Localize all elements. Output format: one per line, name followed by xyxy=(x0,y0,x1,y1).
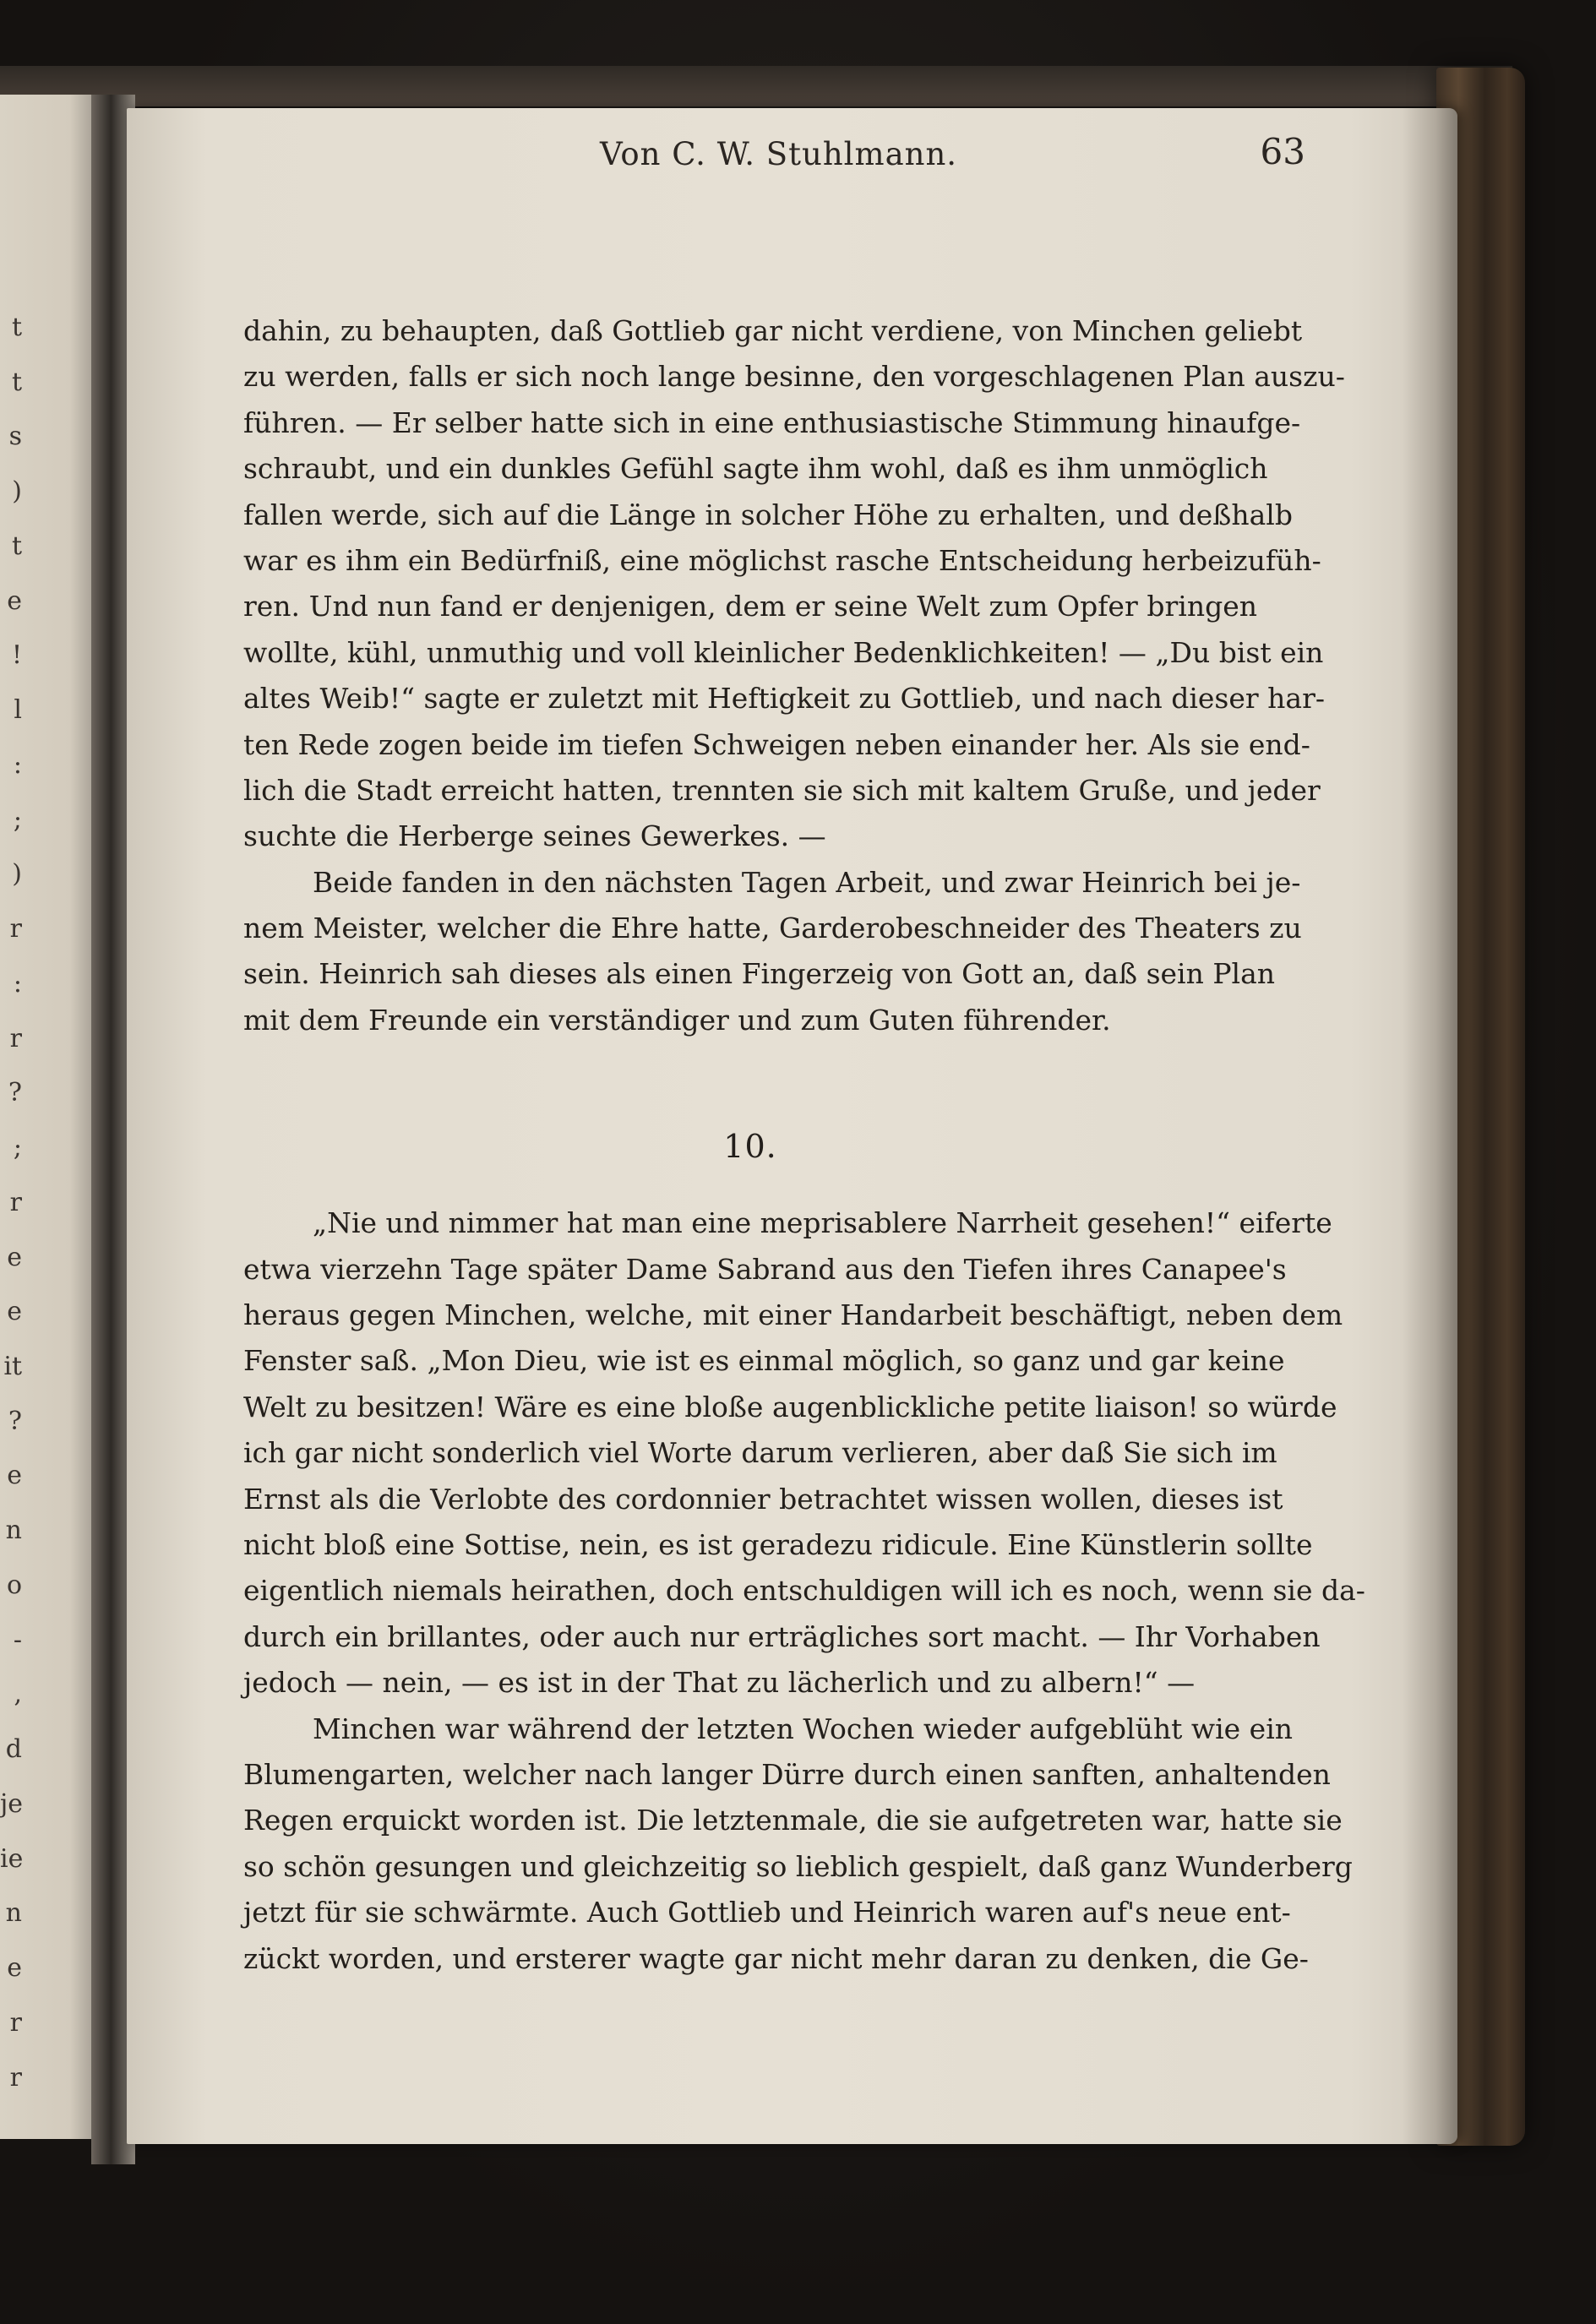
left-page-text-fragment: r xyxy=(9,1187,22,1217)
text-line: schraubt, und ein dunkles Gefühl sagte ihm wohl, daß es ihm unmöglich xyxy=(243,452,1268,486)
running-title: Von C. W. Stuhlmann. xyxy=(600,136,958,172)
left-page-text-fragment: je xyxy=(0,1788,24,1819)
paragraph-1 xyxy=(243,308,1345,860)
text-line: Beide fanden in den nächsten Tagen Arbeit, und zwar Heinrich bei je- xyxy=(313,865,1301,899)
text-line: Blumengarten, welcher nach langer Dürre durch einen sanften, anhaltenden xyxy=(243,1757,1331,1791)
text-line: etwa vierzehn Tage später Dame Sabrand aus den Tiefen ihres Canapee's xyxy=(243,1252,1287,1286)
page-edge-shadow xyxy=(1403,108,1457,2144)
text-line: mit dem Freunde ein verständiger und zum Guten führender. xyxy=(243,1003,1111,1037)
left-page-text-fragment: ? xyxy=(8,1406,22,1436)
text-line: war es ihm ein Bedürfniß, eine möglichst rasche Entscheidung herbeizufüh- xyxy=(243,543,1321,577)
left-page-text-fragment: it xyxy=(3,1351,22,1381)
text-line: wollte, kühl, unmuthig und voll kleinlicher Bedenklichkeiten! — „Du bist ein xyxy=(243,635,1324,669)
text-line: ren. Und nun fand er denjenigen, dem er seine Welt zum Opfer bringen xyxy=(243,590,1257,623)
text-line: Ernst als die Verlobte des cordonnier betrachtet wissen wollen, dieses ist xyxy=(243,1482,1283,1516)
left-page-text-fragment: e xyxy=(7,1953,22,1984)
page-body xyxy=(243,308,1365,1982)
left-page-text-fragment: r xyxy=(9,914,22,944)
left-page-text-fragment: r xyxy=(9,2062,22,2093)
left-page-text-fragment: t xyxy=(11,531,22,561)
left-page-text-fragment: ; xyxy=(13,804,22,835)
paragraph-4 xyxy=(243,1706,1353,1982)
text-line: „Nie und nimmer hat man eine meprisablere Narrheit gesehen!“ eiferte xyxy=(313,1206,1332,1240)
paragraph-3 xyxy=(243,1200,1365,1706)
text-line: zückt worden, und ersterer wagte gar nicht mehr daran zu denken, die Ge- xyxy=(243,1941,1309,1975)
left-page-text-fragment: e xyxy=(7,1461,22,1491)
left-page-text-fragment: - xyxy=(13,1625,22,1655)
text-line: nem Meister, welcher die Ehre hatte, Garderobeschneider des Theaters zu xyxy=(243,912,1302,945)
left-page-text-fragment: : xyxy=(13,749,22,780)
left-page-text-fragment: e xyxy=(7,1297,22,1327)
text-line: dahin, zu behaupten, daß Gottlieb gar nicht verdiene, von Minchen geliebt xyxy=(243,314,1303,347)
text-line: sein. Heinrich sah dieses als einen Fingerzeig von Gott an, daß sein Plan xyxy=(243,957,1276,991)
left-page-text-fragment: n xyxy=(5,1516,22,1546)
left-page-text-fragment: d xyxy=(5,1734,22,1765)
text-line: lich die Stadt erreicht hatten, trennten sie sich mit kaltem Gruße, und jeder xyxy=(243,773,1321,807)
paragraph-2 xyxy=(243,860,1302,1044)
left-page-text-fragment: ie xyxy=(0,1843,24,1874)
left-page-text-fragment: t xyxy=(11,367,22,397)
text-line: führen. — Er selber hatte sich in eine enthusiastische Stimmung hinaufge- xyxy=(243,405,1301,439)
left-page-text-fragment: t xyxy=(11,313,22,342)
text-line: altes Weib!“ sagte er zuletzt mit Heftigkeit zu Gottlieb, und nach dieser har- xyxy=(243,682,1326,716)
left-page-text-fragment: ! xyxy=(11,640,22,671)
text-line: jedoch — nein, — es ist in der That zu lächerlich und zu albern!“ — xyxy=(243,1666,1196,1700)
text-line: eigentlich niemals heirathen, doch entschuldigen will ich es noch, wenn sie da- xyxy=(243,1574,1365,1608)
page-number: 63 xyxy=(1260,131,1305,172)
text-line: nicht bloß eine Sottise, nein, es ist geradezu ridicule. Eine Künstlerin sollte xyxy=(243,1527,1313,1561)
left-page-text-fragment: l xyxy=(14,695,22,726)
page-header xyxy=(245,131,1305,182)
section-spacer xyxy=(243,1043,1257,1092)
left-page-edge xyxy=(0,95,100,2139)
text-line: Welt zu besitzen! Wäre es eine bloße augenblickliche petite liaison! so würde xyxy=(243,1390,1337,1423)
text-line: durch ein brillantes, oder auch nur erträgliches sort macht. — Ihr Vorhaben xyxy=(243,1619,1321,1653)
left-page-text-fragment: ? xyxy=(8,1078,22,1108)
left-page-text-fragment: : xyxy=(13,968,22,999)
left-page-text-fragment: e xyxy=(7,1242,22,1272)
left-page-text-fragment: s xyxy=(8,422,22,452)
text-line: Minchen war während der letzten Wochen wieder aufgeblüht wie ein xyxy=(313,1712,1294,1745)
book-cover-top-edge xyxy=(0,66,1512,106)
left-page-text-fragment: o xyxy=(6,1570,22,1600)
left-page-text-fragment: ) xyxy=(12,476,22,507)
left-page-text-fragment: ) xyxy=(12,859,22,890)
left-page-text-fragment: , xyxy=(14,1679,22,1710)
text-line: zu werden, falls er sich noch lange besinne, den vorgeschlagenen Plan auszu- xyxy=(243,360,1345,394)
text-line: ich gar nicht sonderlich viel Worte darum verlieren, aber daß Sie sich im xyxy=(243,1436,1277,1470)
left-page-text-fragment: r xyxy=(9,1023,22,1053)
text-line: so schön gesungen und gleichzeitig so lieblich gespielt, daß ganz Wunderberg xyxy=(243,1849,1353,1883)
text-line: Regen erquickt worden ist. Die letztenmale, die sie aufgetreten war, hatte sie xyxy=(243,1804,1343,1837)
text-line: Fenster saß. „Mon Dieu, wie ist es einmal möglich, so ganz und gar keine xyxy=(243,1344,1285,1378)
section-heading: 10. xyxy=(723,1128,777,1166)
text-line: ten Rede zogen beide im tiefen Schweigen neben einander her. Als sie end- xyxy=(243,727,1310,761)
left-page-text-fragment: r xyxy=(9,2007,22,2038)
text-line: suchte die Herberge seines Gewerkes. — xyxy=(243,819,826,853)
text-line: jetzt für sie schwärmte. Auch Gottlieb und Heinrich waren auf's neue ent- xyxy=(243,1896,1291,1929)
text-line: heraus gegen Minchen, welche, mit einer Handarbeit beschäftigt, neben dem xyxy=(243,1298,1343,1332)
left-page-text-fragment: ; xyxy=(13,1133,22,1163)
left-page-text-fragment: n xyxy=(5,1898,22,1929)
left-page-text-fragment: e xyxy=(7,585,22,616)
text-line: fallen werde, sich auf die Länge in solcher Höhe zu erhalten, und deßhalb xyxy=(243,498,1293,531)
